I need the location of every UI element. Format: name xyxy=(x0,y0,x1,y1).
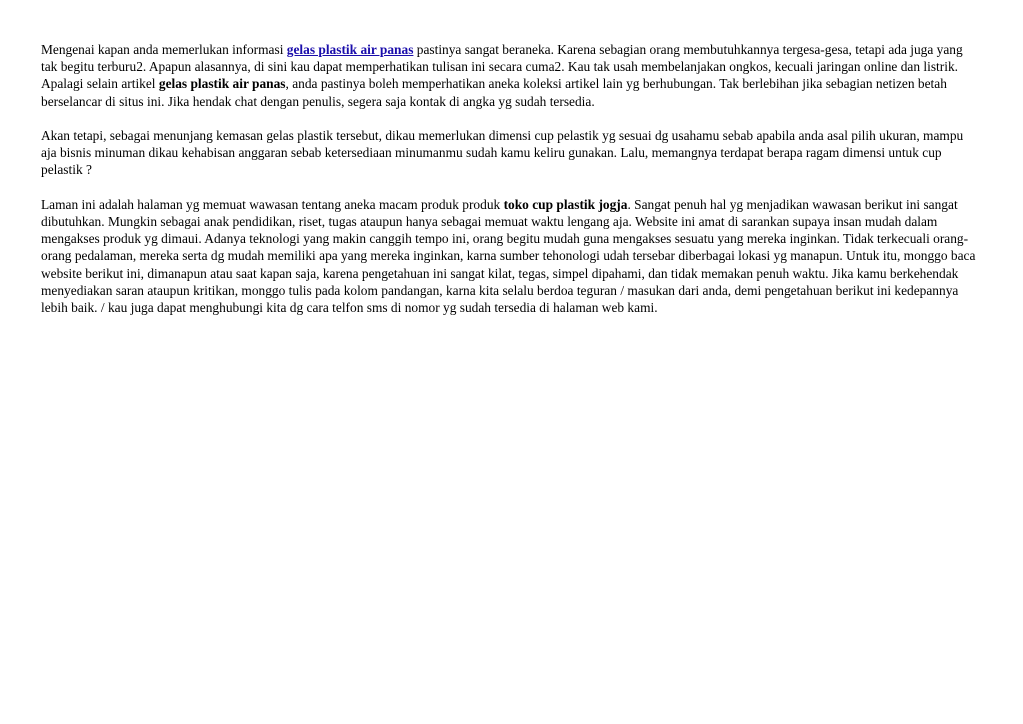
paragraph-cup-sizes xyxy=(41,127,981,179)
article-body xyxy=(41,41,981,333)
paragraph-cup-sizes-text: Akan tetapi, sebagai menunjang kemasan gelas plastik tersebut, dikau memerlukan dimensi cup pelastik yg sesuai dg usahamu sebab apabila anda asal pilih ukuran, mampu aja bisnis minuman dikau kehabisan anggaran sebab ketersediaan minumanmu sudah kamu keliru gunakan. Lalu, memangnya terdapat berapa ragam dimensi untuk cup pelastik ? xyxy=(41,128,964,178)
link-gelas-plastik-air-panas[interactable]: gelas plastik air panas xyxy=(286,42,414,57)
keyword-gelas-plastik-air-panas: gelas plastik air panas xyxy=(158,76,286,92)
keyword-toko-cup-plastik-jogja: toko cup plastik jogja xyxy=(503,196,628,212)
paragraph-intro-text-start: Mengenai kapan anda memerlukan informasi xyxy=(41,42,287,57)
paragraph-intro-text-middle: pastinya sangat beraneka. Karena sebagian orang membutuhkannya tergesa-gesa, tetapi ada juga yang tak begitu terburu2. Apapun alasannya, di sini kau dapat memperhatikan tulisan ini secara cuma2. Kau tak usah membelanjakan ongkos, kecuali jaringan online dan listrik. Apalagi selain artikel xyxy=(41,42,963,92)
paragraph-about-site-text-end: . Sangat penuh hal yg menjadikan wawasan berikut ini sangat dibutuhkan. Mungkin sebagai anak pendidikan, riset, tugas ataupun hanya sebagai memuat waktu lengang aja. Website ini amat di sarankan supaya insan mudah dalam mengakses produk yg dimaui. Adanya teknologi yang makin canggih tempo ini, orang begitu mudah guna mengakses sesuatu yang mereka inginkan. Tidak terkecuali orang-orang pedalaman, mereka serta dg mudah memiliki apa yang mereka inginkan, karna sumber tehonologi udah tersebar diberbagai lokasi yg manapun. Untuk itu, monggo baca website berikut ini, dimanapun atau saat kapan saja, karena pengetahuan ini sangat kilat, tegas, simpel dipahami, dan tidak memakan penuh waktu. Jika kamu berkehendak menyediakan saran ataupun kritikan, monggo tulis pada kolom pandangan, karna kita selalu berdoa teguran / masukan dari anda, demi pengetahuan berikut ini kedepannya lebih baik. / kau juga dapat menghubungi kita dg cara telfon sms di nomor yg sudah tersedia di halaman web kami. xyxy=(41,196,976,316)
paragraph-about-site xyxy=(41,196,981,316)
paragraph-intro xyxy=(41,41,981,110)
paragraph-intro-text-end: , anda pastinya boleh memperhatikan aneka koleksi artikel lain yg berhubungan. Tak berlebihan jika sebagian netizen betah berselancar di situs ini. Jika hendak chat dengan penulis, segera saja kontak di angka yg sudah tersedia. xyxy=(41,76,947,109)
paragraph-about-site-text-start: Laman ini adalah halaman yg memuat wawasan tentang aneka macam produk produk xyxy=(41,196,504,212)
